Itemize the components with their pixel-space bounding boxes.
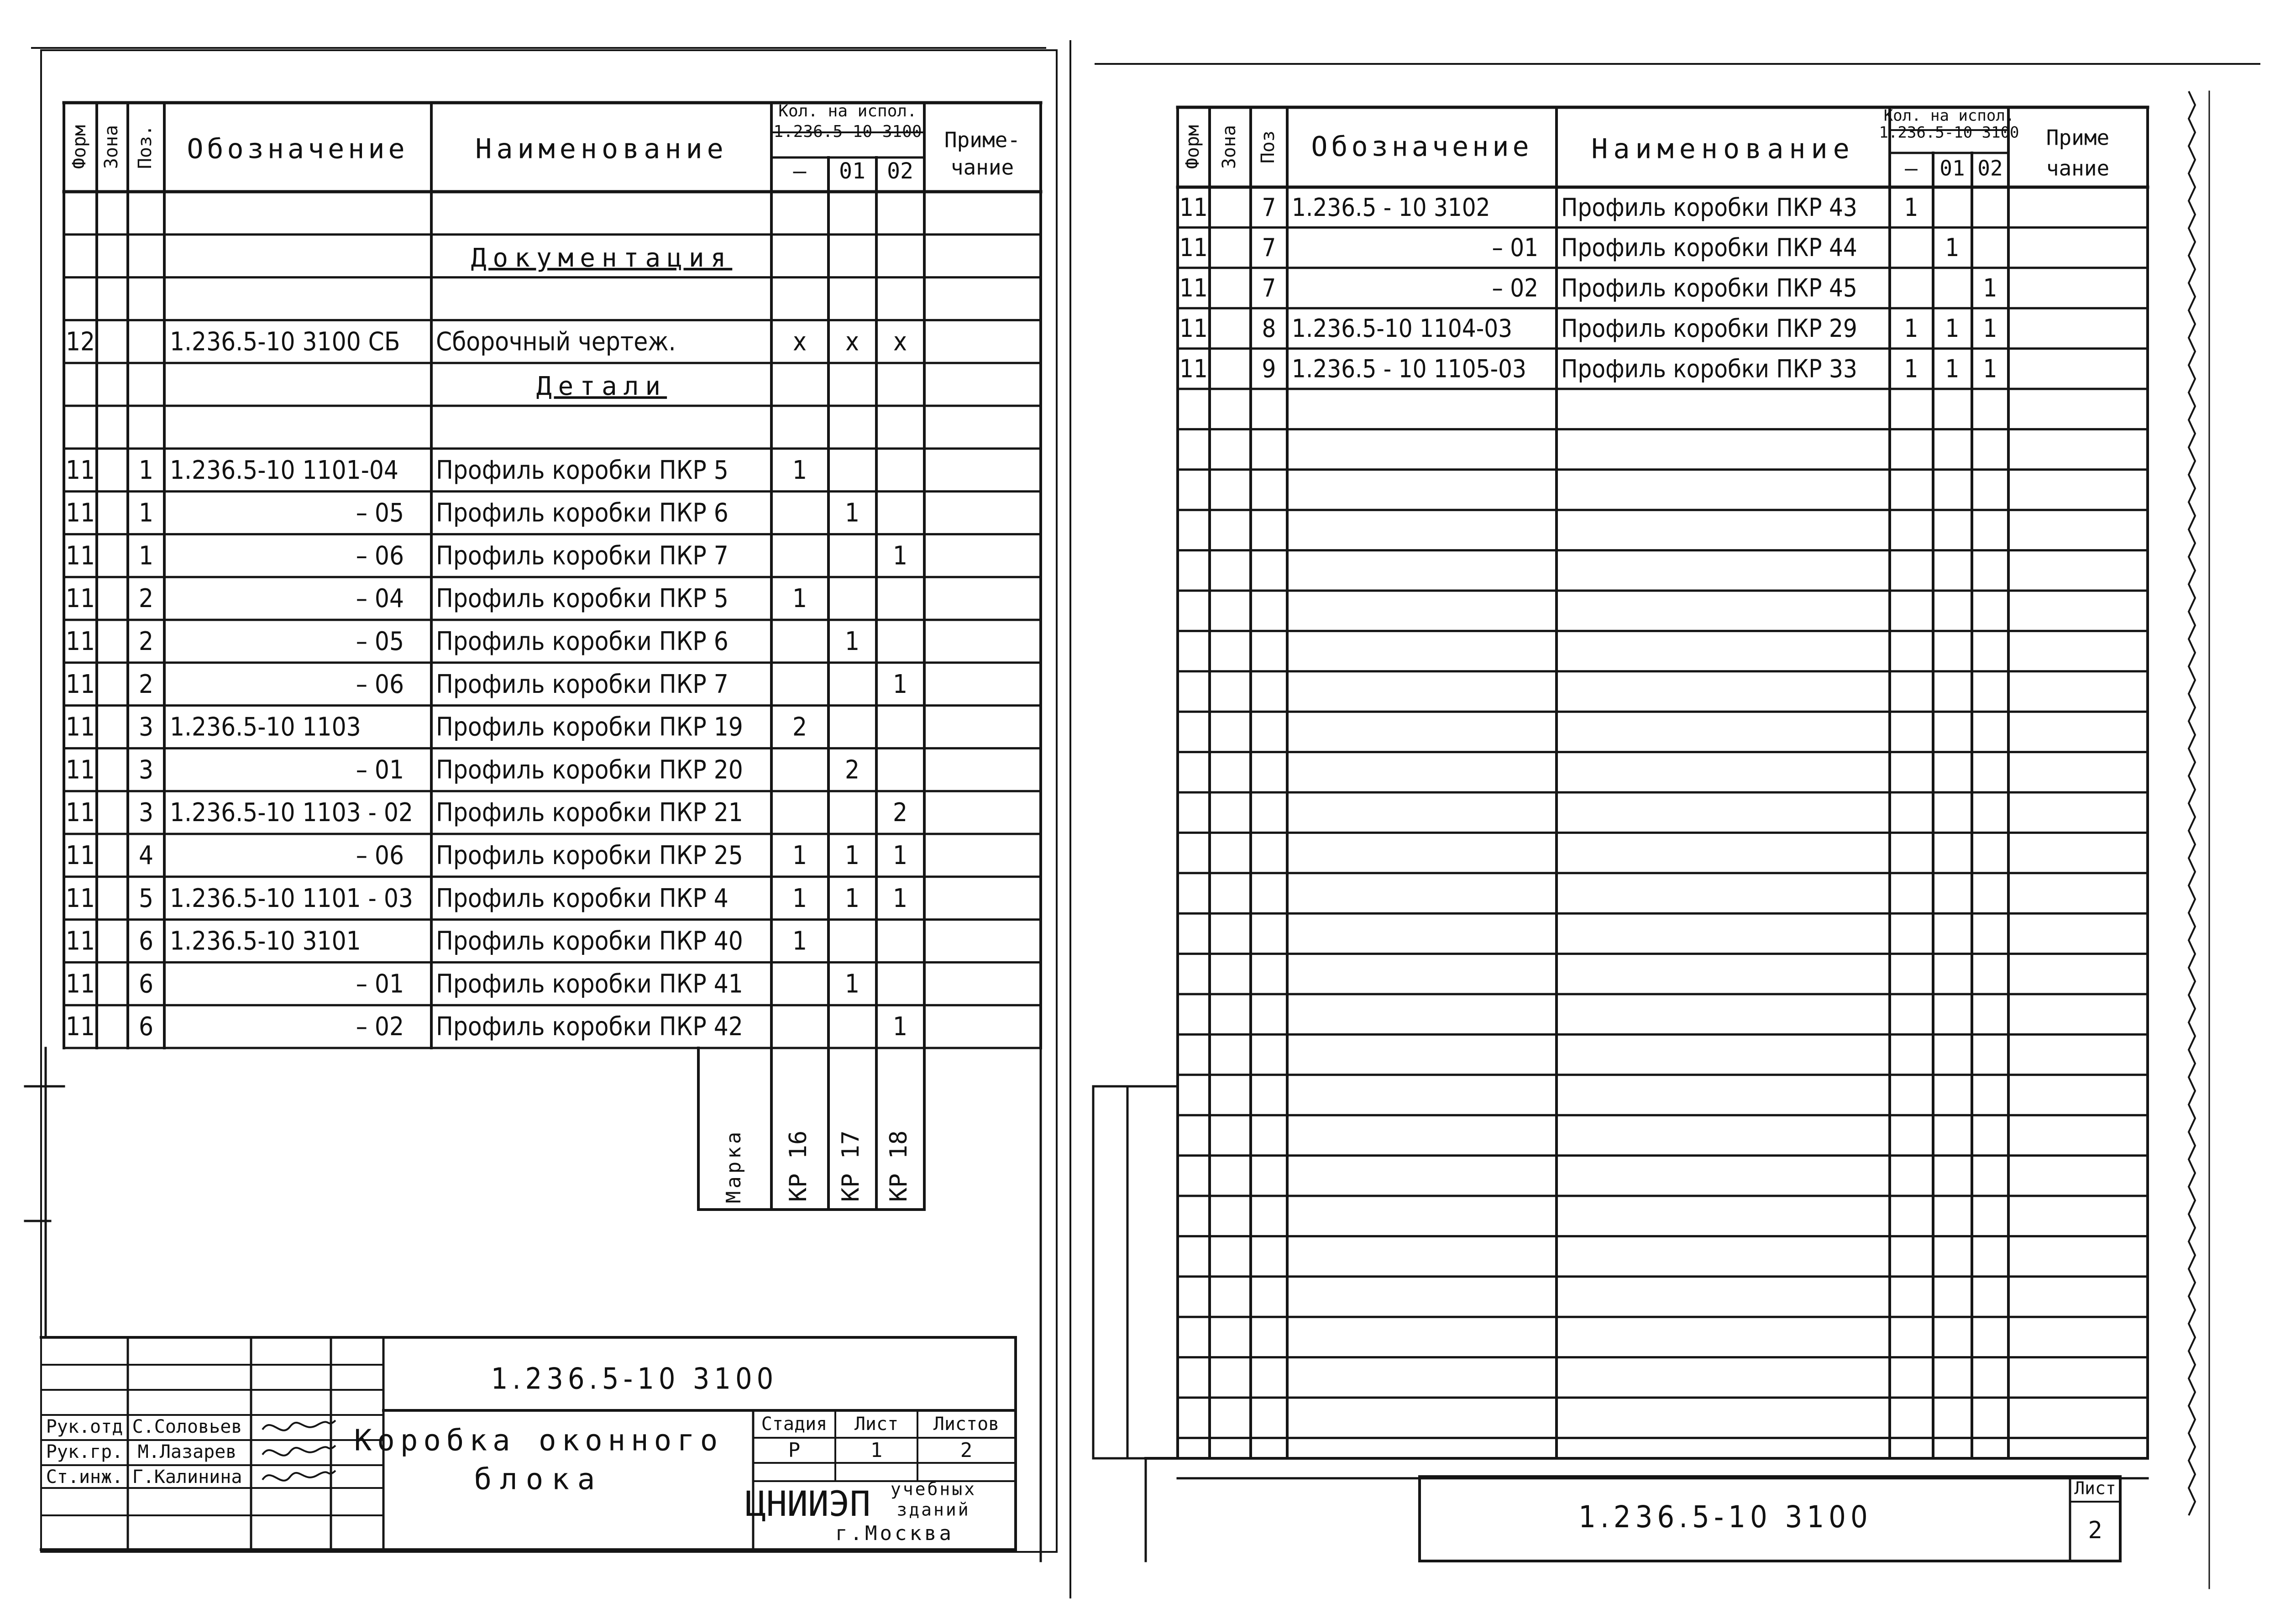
cell-qty: 1 — [844, 627, 860, 657]
doc-title: блока — [474, 1462, 603, 1497]
cell-form: 11 — [1179, 193, 1208, 222]
cell-designation: 1.236.5-10 3100 СБ — [170, 327, 400, 357]
cell-designation: – 02 — [1492, 273, 1538, 303]
cell-form: 11 — [65, 926, 95, 956]
stage-label: Стадия — [761, 1414, 828, 1435]
cell-qty: 1 — [1983, 314, 1997, 343]
cell-name: Профиль коробки ПКР 43 — [1561, 193, 1857, 222]
cell-qty: 1 — [1904, 193, 1918, 222]
footer-doc-code: 1.236.5-10 3100 — [1578, 1499, 1872, 1535]
stage-value: Р — [788, 1439, 801, 1462]
sheets-value: 2 — [960, 1439, 973, 1462]
cell-name: Профиль коробки ПКР 7 — [436, 541, 729, 571]
header-zone: Зона — [1219, 125, 1240, 169]
cell-qty: x — [793, 327, 807, 357]
signer-role: Рук.гр. — [46, 1441, 123, 1462]
cell-designation: 1.236.5-10 1103 — [170, 712, 361, 742]
cell-name: Профиль коробки ПКР 20 — [436, 755, 743, 785]
header-note: Приме — [2046, 125, 2110, 150]
cell-qty: 1 — [844, 883, 860, 913]
cell-qty: 1 — [844, 841, 860, 871]
doc-title: Коробка оконного — [354, 1424, 723, 1458]
cell-designation: 1.236.5 - 10 1105-03 — [1292, 354, 1526, 383]
header-qty-col: 01 — [1939, 156, 1965, 181]
cell-designation: – 01 — [356, 969, 404, 999]
cell-name: Профиль коробки ПКР 6 — [436, 498, 729, 528]
cell-form: 11 — [1179, 233, 1208, 262]
header-pos: Поз — [1258, 130, 1279, 164]
cell-form: 11 — [65, 627, 95, 657]
cell-qty: 1 — [792, 926, 807, 956]
header-qty-code: 1.236.5-10 3100 — [773, 122, 922, 141]
cell-name: Профиль коробки ПКР 29 — [1561, 314, 1857, 343]
header-name: Наименование — [475, 133, 728, 165]
cell-form: 11 — [1179, 314, 1208, 343]
cell-pos: 3 — [138, 712, 154, 742]
cell-form: 11 — [65, 1012, 95, 1042]
org-name: ЦНИИЭП — [745, 1483, 871, 1524]
cell-pos: 7 — [1262, 273, 1276, 303]
header-note: чание — [2046, 156, 2110, 181]
cell-qty: 1 — [1983, 354, 1997, 383]
cell-form: 11 — [65, 498, 95, 528]
header-note: Приме- — [944, 127, 1021, 152]
cell-name: Профиль коробки ПКР 5 — [436, 455, 729, 485]
cell-qty: 1 — [1983, 273, 1997, 303]
header-pos: Поз. — [135, 125, 156, 169]
org-sub: учебных — [890, 1479, 977, 1499]
doc-code: 1.236.5-10 3100 — [491, 1362, 778, 1396]
cell-qty: 1 — [792, 584, 807, 614]
cell-form: 11 — [65, 712, 95, 742]
cell-qty: 1 — [892, 541, 908, 571]
org-city: г.Москва — [835, 1522, 954, 1545]
cell-designation: 1.236.5-10 1101 - 03 — [170, 883, 413, 913]
header-qty-col: — — [793, 158, 807, 184]
cell-name: Профиль коробки ПКР 5 — [436, 584, 729, 614]
cell-designation: 1.236.5-10 3101 — [170, 926, 361, 956]
cell-pos: 7 — [1262, 233, 1276, 262]
header-zone: Зона — [101, 125, 122, 169]
cell-designation: – 04 — [356, 584, 404, 614]
cell-designation: – 05 — [356, 627, 404, 657]
cell-qty: 1 — [792, 455, 807, 485]
cell-pos: 9 — [1262, 354, 1276, 383]
cell-name: Профиль коробки ПКР 40 — [436, 926, 743, 956]
cell-pos: 1 — [138, 541, 154, 571]
cell-pos: 2 — [138, 584, 154, 614]
cell-qty: 1 — [892, 669, 908, 699]
cell-pos: 5 — [138, 883, 154, 913]
cell-designation: 1.236.5-10 1104-03 — [1292, 314, 1513, 343]
header-qty-col: — — [1905, 156, 1918, 181]
header-qty-col: 01 — [839, 158, 865, 184]
cell-name: Профиль коробки ПКР 7 — [436, 669, 729, 699]
cell-qty: x — [893, 327, 907, 357]
cell-qty: 1 — [792, 883, 807, 913]
cell-name: Профиль коробки ПКР 45 — [1561, 273, 1857, 303]
cell-qty: 1 — [892, 883, 908, 913]
cell-pos: 1 — [138, 455, 154, 485]
cell-name: Профиль коробки ПКР 41 — [436, 969, 743, 999]
header-note: чание — [950, 155, 1014, 180]
cell-qty: 1 — [844, 498, 860, 528]
cell-name: Профиль коробки ПКР 21 — [436, 798, 743, 828]
cell-form: 11 — [1179, 354, 1208, 383]
cell-qty: 2 — [892, 798, 908, 828]
cell-qty: 1 — [1945, 354, 1960, 383]
cell-pos: 2 — [138, 627, 154, 657]
header-form: Форм — [69, 125, 90, 169]
signer-name: С.Соловьев — [132, 1416, 242, 1437]
sheets-label: Листов — [933, 1414, 1000, 1435]
cell-form: 12 — [65, 327, 95, 357]
org-sub: зданий — [896, 1499, 970, 1520]
cell-qty: 1 — [892, 841, 908, 871]
header-qty-code: 1.236.5-10 3100 — [1879, 123, 2019, 142]
signer-role: Рук.отд — [46, 1416, 123, 1437]
cell-qty: 1 — [792, 841, 807, 871]
cell-form: 11 — [65, 669, 95, 699]
cell-form: 11 — [65, 883, 95, 913]
header-designation: Обозначение — [1311, 131, 1533, 163]
cell-qty: x — [845, 327, 859, 357]
header-qty-title: Кол. на испол. — [1883, 106, 2015, 125]
cell-qty: 2 — [844, 755, 860, 785]
cell-form: 11 — [65, 755, 95, 785]
cell-name: Профиль коробки ПКР 42 — [436, 1012, 743, 1042]
cell-pos: 3 — [138, 798, 154, 828]
marks-label: Марка — [722, 1129, 745, 1204]
cell-form: 11 — [65, 584, 95, 614]
cell-qty: 1 — [1904, 314, 1918, 343]
cell-designation: – 02 — [356, 1012, 404, 1042]
cell-form: 11 — [65, 969, 95, 999]
cell-designation: – 05 — [356, 498, 404, 528]
cell-qty: 1 — [1945, 314, 1960, 343]
header-designation: Обозначение — [187, 133, 409, 165]
cell-name: Профиль коробки ПКР 6 — [436, 627, 729, 657]
cell-form: 11 — [1179, 273, 1208, 303]
cell-name: Профиль коробки ПКР 19 — [436, 712, 743, 742]
cell-designation: – 01 — [1492, 233, 1538, 262]
cell-form: 11 — [65, 841, 95, 871]
cell-pos: 7 — [1262, 193, 1276, 222]
cell-name: Профиль коробки ПКР 25 — [436, 841, 743, 871]
cell-designation: 1.236.5 - 10 3102 — [1292, 193, 1490, 222]
header-qty-col: 02 — [1977, 156, 2003, 181]
cell-designation: 1.236.5-10 1101-04 — [170, 455, 398, 485]
section-heading: Документация — [471, 243, 733, 273]
signer-role: Ст.инж. — [46, 1467, 123, 1488]
mark-code: КР 17 — [837, 1130, 865, 1202]
header-qty-col: 02 — [887, 158, 913, 184]
mark-code: КР 18 — [885, 1130, 912, 1202]
cell-pos: 6 — [138, 1012, 154, 1042]
cell-form: 11 — [65, 798, 95, 828]
signer-name: М.Лазарев — [137, 1441, 237, 1462]
cell-name: Профиль коробки ПКР 44 — [1561, 233, 1857, 262]
cell-pos: 4 — [138, 841, 154, 871]
cell-qty: 1 — [1904, 354, 1918, 383]
cell-designation: – 06 — [356, 669, 404, 699]
cell-designation: 1.236.5-10 1103 - 02 — [170, 798, 413, 828]
cell-name: Сборочный чертеж. — [436, 327, 676, 357]
cell-designation: – 06 — [356, 541, 404, 571]
cell-pos: 8 — [1262, 314, 1276, 343]
cell-form: 11 — [65, 455, 95, 485]
cell-qty: 1 — [892, 1012, 908, 1042]
cell-name: Профиль коробки ПКР 4 — [436, 883, 729, 913]
header-name: Наименование — [1591, 133, 1855, 165]
section-heading: Детали — [536, 372, 667, 402]
cell-pos: 6 — [138, 969, 154, 999]
cell-pos: 1 — [138, 498, 154, 528]
sheet-value: 1 — [870, 1439, 883, 1462]
mark-code: КР 16 — [785, 1130, 812, 1202]
cell-qty: 2 — [792, 712, 807, 742]
cell-pos: 6 — [138, 926, 154, 956]
cell-name: Профиль коробки ПКР 33 — [1561, 354, 1857, 383]
header-form: Форм — [1182, 125, 1203, 169]
cell-pos: 3 — [138, 755, 154, 785]
cell-qty: 1 — [844, 969, 860, 999]
sheet-label: Лист — [854, 1414, 899, 1435]
signer-name: Г.Калинина — [132, 1467, 242, 1488]
cell-designation: – 06 — [356, 841, 404, 871]
cell-qty: 1 — [1945, 233, 1960, 262]
header-qty-title: Кол. на испол. — [778, 102, 917, 120]
footer-sheet-number: 2 — [2088, 1517, 2102, 1544]
cell-designation: – 01 — [356, 755, 404, 785]
cell-pos: 2 — [138, 669, 154, 699]
footer-sheet-label: Лист — [2074, 1478, 2116, 1498]
cell-form: 11 — [65, 541, 95, 571]
